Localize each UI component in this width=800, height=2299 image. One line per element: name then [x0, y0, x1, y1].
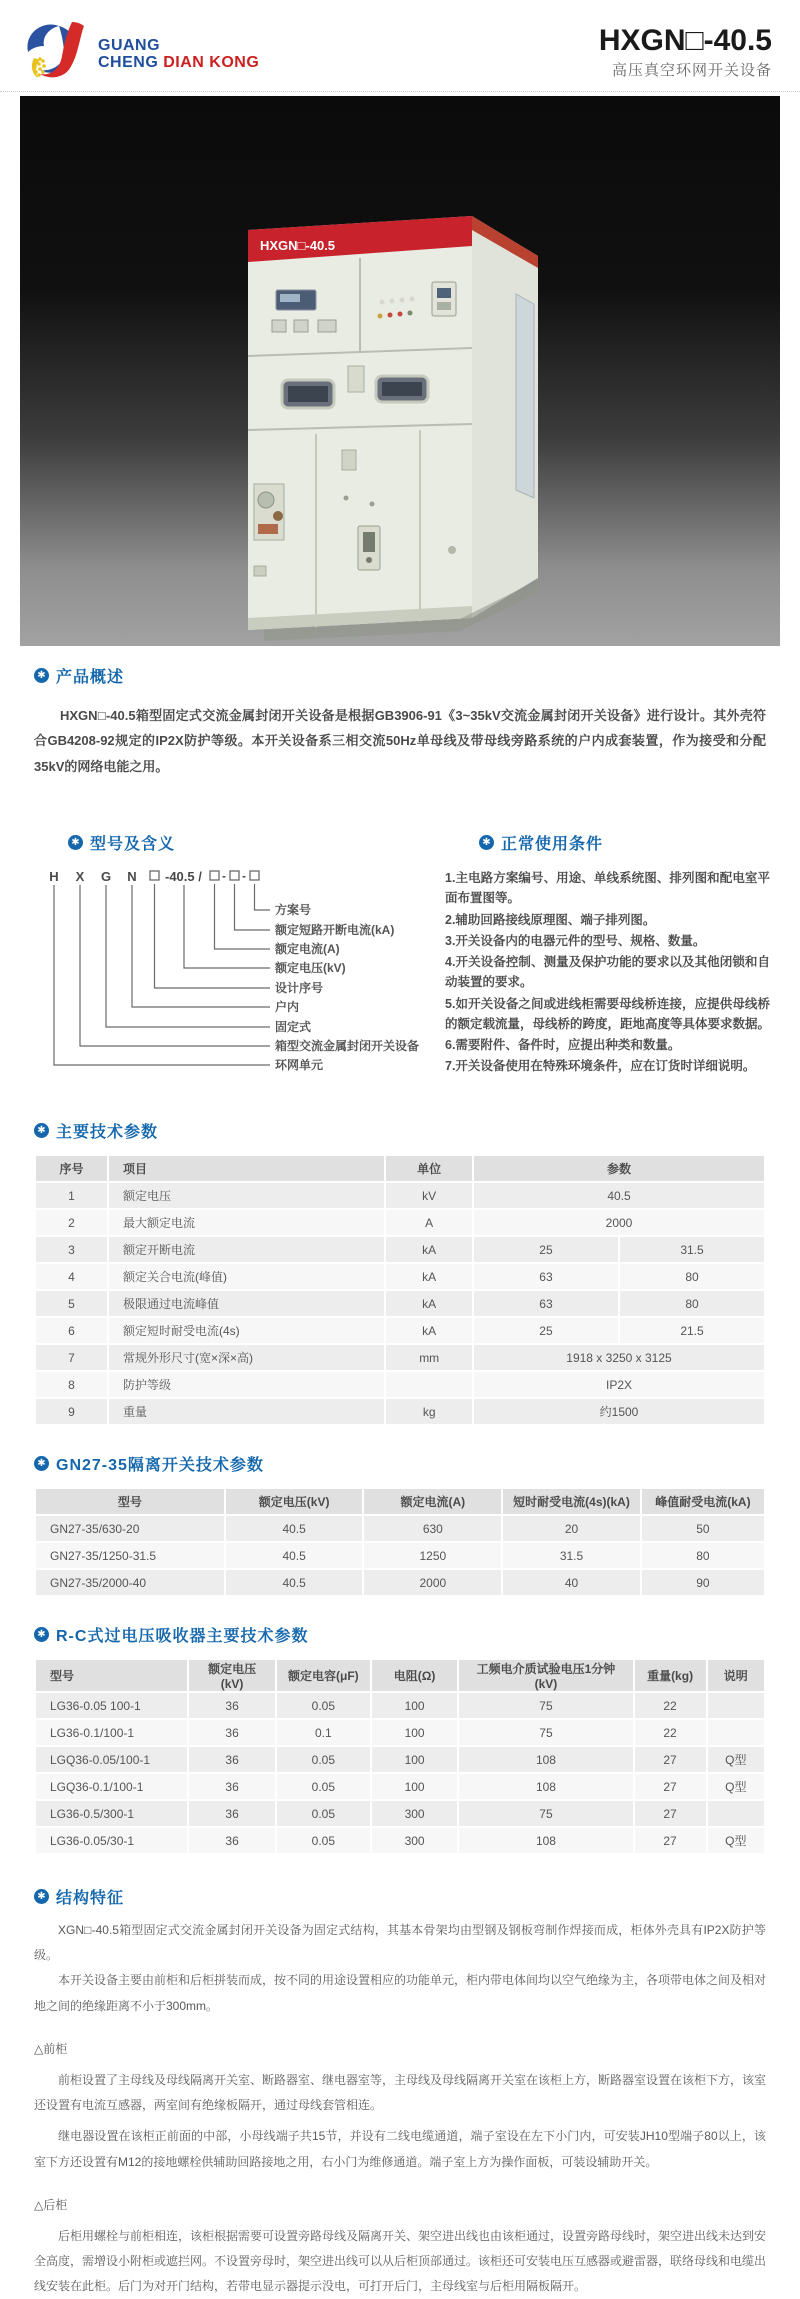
- section-main-params: [34, 1119, 766, 1426]
- section-bullet-icon: ✱: [34, 1627, 49, 1642]
- section-bullet-icon: ✱: [34, 1123, 49, 1138]
- table-row: 8 防护等级 IP2X: [35, 1371, 765, 1398]
- table-row: LG36-0.1/100-1 36 0.1 100 75 22: [35, 1719, 765, 1746]
- svg-text:N: N: [127, 869, 137, 885]
- rc-params-table: [34, 1658, 766, 1855]
- table-row: 2 最大额定电流 A 2000: [35, 1209, 765, 1236]
- col-header: 额定电容(μF): [276, 1659, 371, 1692]
- svg-text:额定电压(kV): 额定电压(kV): [275, 961, 346, 976]
- col-header: 电阻(Ω): [371, 1659, 459, 1692]
- model-meaning-title: 型号及含义: [90, 836, 176, 854]
- main-params-table: [34, 1154, 766, 1426]
- section-bullet-icon: ✱: [34, 1456, 49, 1471]
- table-header-row: [35, 1659, 765, 1692]
- front-cabinet-subtitle: △前柜: [34, 2041, 68, 2056]
- table-row: 5 极限通过电流峰值 kA 63 80: [35, 1290, 765, 1317]
- section-model-meaning: [34, 831, 439, 1085]
- switchgear-cabinet-illustration: [220, 198, 580, 643]
- condition-item: 3.开关设备内的电器元件的型号、规格、数量。: [445, 933, 706, 948]
- logo-line2-cheng: CHENG: [98, 53, 159, 71]
- table-row: LG36-0.5/300-1 36 0.05 300 75 27: [35, 1800, 765, 1827]
- condition-item: 1.主电路方案编号、用途、单线系统图、排列图和配电室平面布置图等。: [445, 871, 770, 906]
- col-header: 参数: [473, 1155, 765, 1182]
- logo-line1: GUANG: [98, 37, 161, 54]
- conditions-list: [445, 868, 770, 1077]
- col-header: 短时耐受电流(4s)(kA): [502, 1488, 641, 1515]
- condition-item: 7.开关设备使用在特殊环境条件，应在订货时详细说明。: [445, 1059, 756, 1074]
- section-bullet-icon: ✱: [34, 668, 49, 683]
- section-rc-params: [34, 1623, 766, 1855]
- product-subtitle: 高压真空环网开关设备: [611, 62, 772, 79]
- logo-swirl-icon: [14, 16, 92, 90]
- svg-text:X: X: [75, 869, 85, 885]
- col-header: 额定电压(kV): [225, 1488, 364, 1515]
- table-row: 7 常规外形尺寸(宽×深×高) mm 1918 x 3250 x 3125: [35, 1344, 765, 1371]
- main-params-header: [34, 1119, 766, 1142]
- svg-text:-: -: [242, 869, 246, 884]
- company-logo: [14, 10, 259, 90]
- model-meaning-header: [68, 831, 439, 854]
- front-cabinet-paragraph-1: 前柜设置了主母线及母线隔离开关室、断路器室、继电器室等，主母线及母线隔离开关室在该柜上方，断路器室设置在该柜下方，该室还设置有电流互感器，两室间有绝缘板隔开，通过母线套管相连。: [34, 2072, 767, 2113]
- svg-text:箱型交流金属封闭开关设备: 箱型交流金属封闭开关设备: [275, 1039, 420, 1054]
- front-cabinet-paragraph-2: 继电器设置在该柜正前面的中部，小母线端子共15节，并设有二线电缆通道，端子室设在左下小门内，可安装JH10型端子80以上，该室下方还设置有M12的接地螺栓供辅助回路接地之用，右小门为维修通道。端子室上方为操作面板，可装设辅助开关。: [34, 2129, 766, 2169]
- svg-text:-: -: [222, 869, 226, 884]
- gn27-params-table: [34, 1487, 766, 1597]
- condition-item: 4.开关设备控制、测量及保护功能的要求以及其他闭锁和自动装置的要求。: [445, 955, 770, 990]
- svg-text:固定式: 固定式: [275, 1020, 312, 1035]
- overview-title: 产品概述: [56, 669, 125, 686]
- rear-cabinet-subtitle: △后柜: [34, 2197, 68, 2212]
- rear-cabinet-paragraph-1: 后柜用螺栓与前柜相连，该柜根据需要可设置旁路母线及隔离开关、架空进出线也由该柜通过，设置旁路母线时，架空进出线未达到安全高度，需增设小附柜或遮拦网。不设置旁母时，架空进出线可以从后柜顶部通过。该柜还可安装电压互感器或避雷器，联络母线和电缆出线安装在此柜。后门为对开门结构，若带电显示器提示没电，可打开后门，主母线室与后柜用隔板隔开。: [34, 2228, 767, 2294]
- col-header: 工频电介质试验电压1分钟(kV): [458, 1659, 633, 1692]
- table-row: LG36-0.05 100-1 36 0.05 100 75 22: [35, 1692, 765, 1719]
- table-header-row: [35, 1155, 765, 1182]
- structure-intro-1: XGN□-40.5箱型固定式交流金属封闭开关设备为固定式结构，其基本骨架均由型钢及钢板弯制作焊接而成，柜体外壳具有IP2X防护等级。: [34, 1923, 766, 1963]
- rc-title: R-C式过电压吸收器主要技术参数: [56, 1628, 309, 1646]
- structure-title: 结构特征: [56, 1890, 125, 1908]
- col-header: 说明: [707, 1659, 765, 1692]
- product-photo: [20, 96, 780, 646]
- table-row: 3 额定开断电流 kA 25 31.5: [35, 1236, 765, 1263]
- svg-text:-40.5 /: -40.5 /: [165, 869, 202, 885]
- conditions-title: 正常使用条件: [501, 836, 604, 854]
- svg-text:设计序号: 设计序号: [275, 981, 324, 996]
- svg-text:H: H: [49, 869, 59, 885]
- table-row: LGQ36-0.1/100-1 36 0.05 100 108 27 Q型: [35, 1773, 765, 1800]
- condition-item: 5.如开关设备之间或进线柜需要母线桥连接，应提供母线桥的额定载流量，母线桥的跨度，距地高度等具体要求数据。: [445, 996, 771, 1031]
- svg-text:户内: 户内: [275, 1000, 300, 1015]
- product-model-title: HXGN□-40.5: [598, 24, 772, 57]
- svg-text:额定电流(A): 额定电流(A): [275, 942, 340, 957]
- table-row: 6 额定短时耐受电流(4s) kA 25 21.5: [35, 1317, 765, 1344]
- section-bullet-icon: ✱: [479, 835, 494, 850]
- table-row: 9 重量 kg 约1500: [35, 1398, 765, 1425]
- table-row: GN27-35/1250-31.5 40.5 1250 31.5 80: [35, 1542, 765, 1569]
- table-row: GN27-35/2000-40 40.5 2000 40 90: [35, 1569, 765, 1596]
- section-structure: [34, 1885, 766, 2299]
- structure-header: [34, 1885, 766, 1908]
- col-header: 重量(kg): [634, 1659, 707, 1692]
- page-header: [0, 0, 800, 92]
- overview-header: [34, 664, 800, 687]
- svg-text:方案号: 方案号: [275, 903, 312, 918]
- svg-text:额定短路开断电流(kA): 额定短路开断电流(kA): [275, 923, 395, 938]
- table-row: GN27-35/630-20 40.5 630 20 50: [35, 1515, 765, 1542]
- conditions-header: [479, 831, 770, 854]
- table-row: LG36-0.05/30-1 36 0.05 300 108 27 Q型: [35, 1827, 765, 1854]
- section-usage-conditions: [439, 831, 770, 1085]
- col-header: 型号: [35, 1659, 188, 1692]
- overview-body: HXGN□-40.5箱型固定式交流金属封闭开关设备是根据GB3906-91《3~35kV交流金属封闭开关设备》进行设计。其外壳符合GB4208-92规定的IP2X防护等级。本开关设备系三相交流50Hz单母线及带母线旁路系统的户内成套装置，作为接受和分配35kV的网络电能之用。: [34, 708, 766, 774]
- section-bullet-icon: ✱: [34, 1889, 49, 1904]
- condition-item: 2.辅助回路接线原理图、端子排列图。: [445, 912, 656, 927]
- cabinet-model-label: HXGN□-40.5: [260, 238, 336, 253]
- section-gn27-params: [34, 1452, 766, 1597]
- product-title-block: [599, 10, 772, 80]
- gn27-title: GN27-35隔离开关技术参数: [56, 1457, 264, 1475]
- col-header: 额定电压(kV): [188, 1659, 276, 1692]
- condition-item: 6.需要附件、备件时，应提出种类和数量。: [445, 1038, 681, 1053]
- section-bullet-icon: ✱: [68, 835, 83, 850]
- structure-intro-2: 本开关设备主要由前柜和后柜拼装而成，按不同的用途设置相应的功能单元，柜内带电体间均以空气绝缘为主，各项带电体之间及相对地之间的绝缘距离不小于300mm。: [34, 1973, 767, 2013]
- col-header: 型号: [35, 1488, 225, 1515]
- model-and-conditions: [34, 831, 770, 1085]
- table-header-row: [35, 1488, 765, 1515]
- logo-line2-diankong: DIAN KONG: [163, 53, 260, 71]
- col-header: 峰值耐受电流(kA): [641, 1488, 765, 1515]
- svg-text:环网单元: 环网单元: [275, 1058, 324, 1073]
- gn27-header: [34, 1452, 766, 1475]
- section-overview: [0, 664, 800, 779]
- col-header: 额定电流(A): [363, 1488, 502, 1515]
- rc-header: [34, 1623, 766, 1646]
- col-header: 序号: [35, 1155, 108, 1182]
- table-row: LGQ36-0.05/100-1 36 0.05 100 108 27 Q型: [35, 1746, 765, 1773]
- logo-text: [98, 16, 259, 72]
- main-params-title: 主要技术参数: [56, 1124, 159, 1142]
- table-row: 1 额定电压 kV 40.5: [35, 1182, 765, 1209]
- col-header: 单位: [385, 1155, 473, 1182]
- table-row: 4 额定关合电流(峰值) kA 63 80: [35, 1263, 765, 1290]
- col-header: 项目: [108, 1155, 385, 1182]
- model-code-diagram: [34, 868, 434, 1080]
- svg-text:G: G: [100, 869, 112, 885]
